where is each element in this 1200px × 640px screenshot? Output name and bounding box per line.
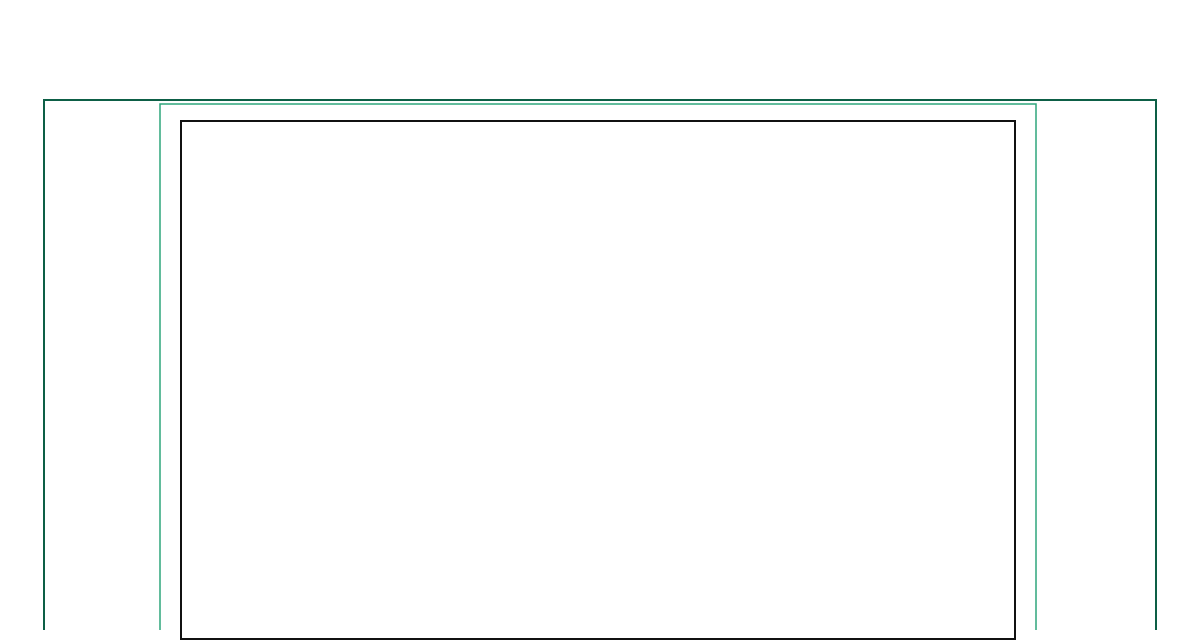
- text-panel: [180, 120, 1016, 640]
